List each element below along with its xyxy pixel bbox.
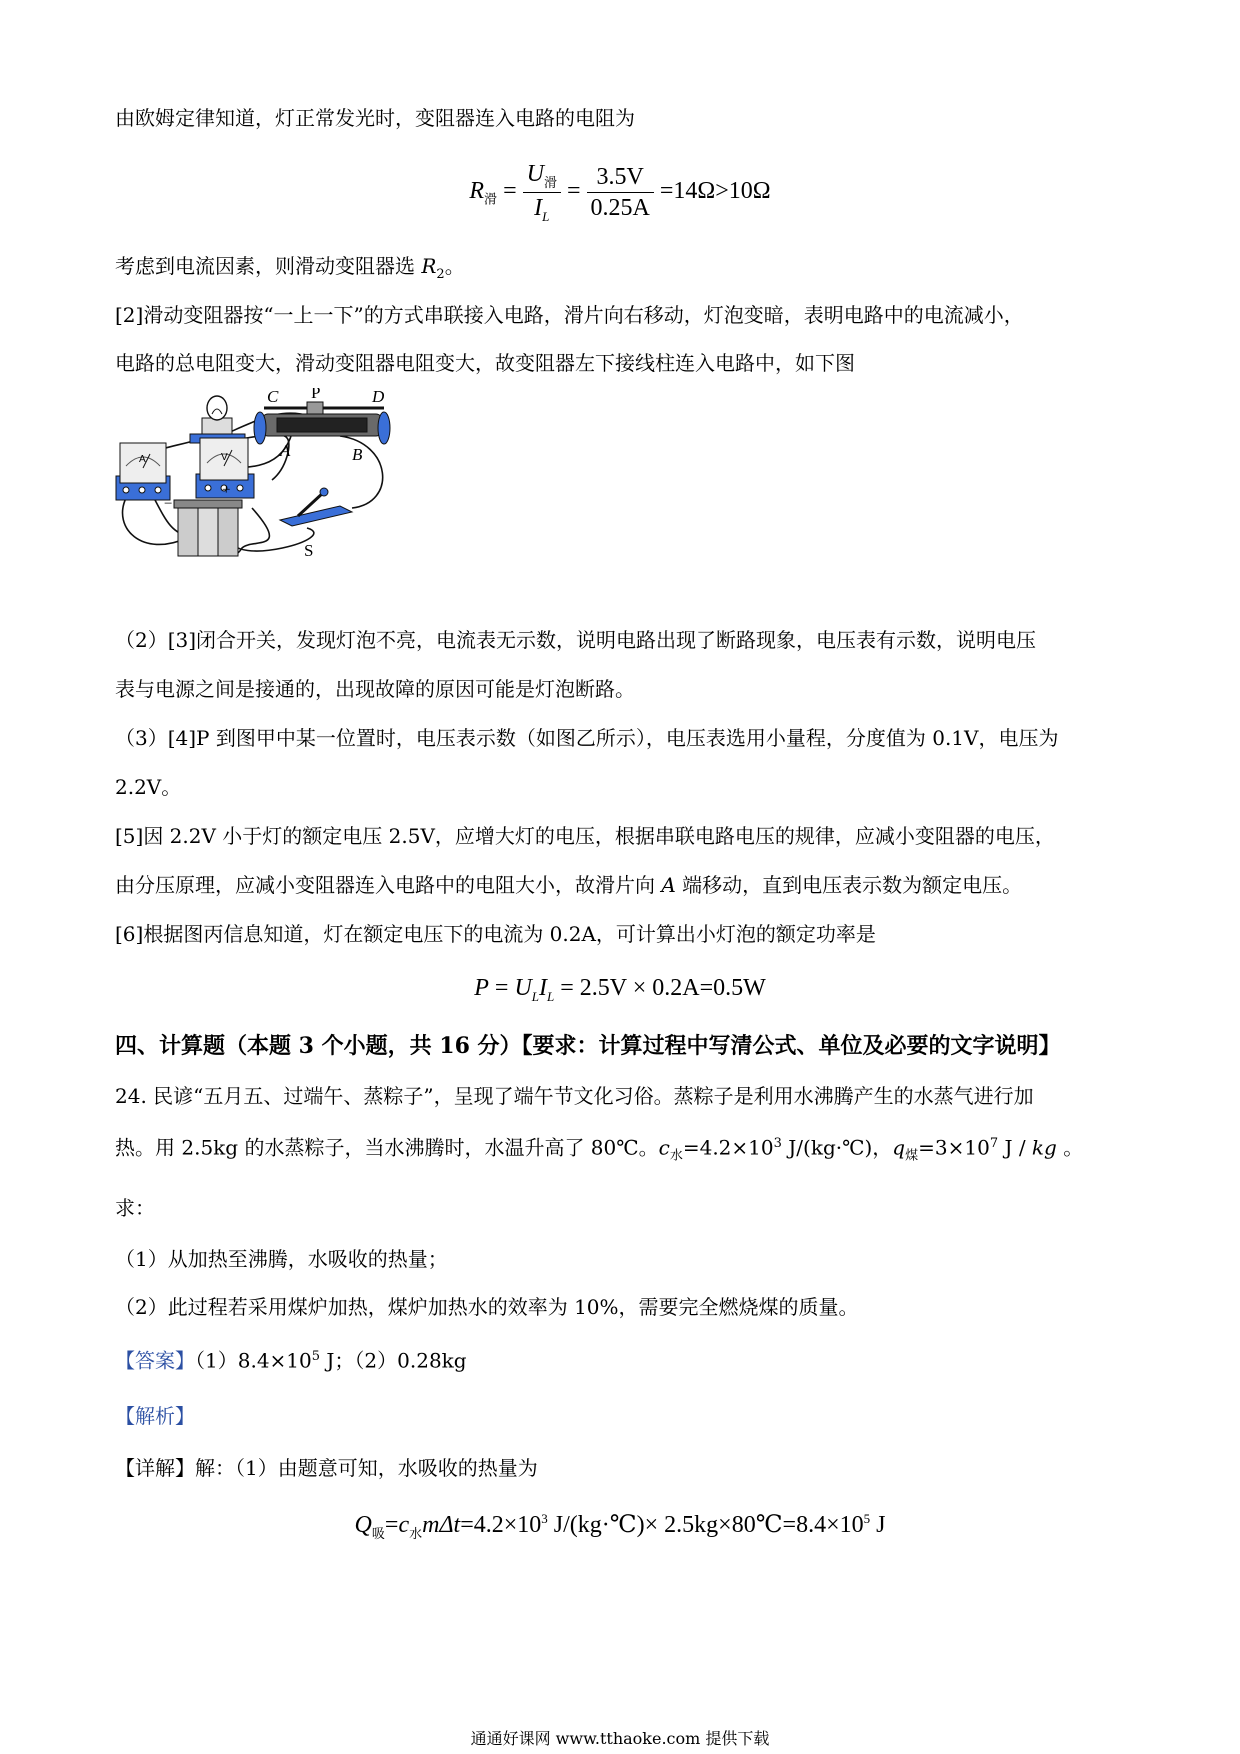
analysis-tag: 【解析】: [115, 1404, 195, 1428]
q24-q-sub: 煤: [905, 1148, 919, 1164]
q24-line1: 24. 民谚“五月五、过端午、蒸粽子”，呈现了端午节文化习俗。蒸粽子是利用水沸腾产生的水蒸气进行加: [115, 1084, 1034, 1108]
formula-heat: [0, 1512, 1240, 1540]
detail-text: 解：（1）由题意可知，水吸收的热量为: [195, 1456, 538, 1480]
formula-r-symbol: R: [469, 177, 485, 204]
answer-p1: （1）: [195, 1348, 238, 1373]
formula-q-eq: =: [384, 1512, 399, 1538]
para-choose-end: 。: [444, 254, 465, 278]
q24-q: q: [892, 1135, 906, 1160]
formula-i: I: [534, 194, 543, 221]
q24-ask: 求：: [115, 1196, 155, 1220]
formula-q-exp2: 5: [863, 1511, 871, 1526]
rheostat-icon: [254, 402, 390, 444]
answer-line: [115, 1350, 467, 1371]
para-choose-sub: 2: [436, 267, 445, 282]
bulb-icon: [190, 396, 245, 443]
para-choose: [115, 256, 465, 281]
para-5-line2-a: A: [661, 873, 676, 897]
rheostat-label-p: P: [311, 388, 321, 402]
rheostat-label-a: A: [280, 441, 291, 460]
formula-power: [0, 976, 1240, 1003]
formula-r-num: 3.5V: [587, 165, 654, 193]
para-2-line2: 电路的总电阻变大，滑动变阻器电阻变大，故变阻器左下接线柱连入电路中，如下图: [115, 351, 855, 375]
answer-v1-exp: 5: [311, 1349, 321, 1364]
para-5-line2-pre: 由分压原理，应减小变阻器连入电路中的电阻大小，故滑片向: [115, 873, 662, 897]
para-5-line2-post: 端移动，直到电压表示数为额定电压。: [675, 873, 1023, 897]
voltmeter-label: V: [221, 452, 228, 463]
formula-q-sub: 吸: [371, 1525, 385, 1541]
formula-p-rest: = 2.5V × 0.2A=0.5W: [554, 975, 766, 1001]
switch-label-s: S: [304, 541, 314, 560]
q24-c-unit: J/(kg·℃)，: [781, 1135, 893, 1160]
q24-c: c: [658, 1135, 670, 1160]
q24-q-end: 。: [1056, 1135, 1084, 1160]
formula-r-den: 0.25A: [590, 194, 650, 221]
page-footer[interactable]: 通通好课网 www.tthaoke.com 提供下载: [470, 1729, 770, 1748]
q24-q-unit: J /: [998, 1135, 1032, 1160]
formula-r-eq1: =: [503, 177, 517, 204]
section-heading: 四、计算题（本题 3 个小题，共 16 分）【要求：计算过程中写清公式、单位及必要的文字说明】: [115, 1033, 1061, 1059]
battery-plus: +: [222, 482, 231, 498]
answer-tag: 【答案】: [115, 1348, 195, 1373]
formula-q-c: c: [398, 1512, 410, 1538]
q24-c-sub: 水: [669, 1148, 683, 1164]
formula-q-unit: J/(kg·℃)× 2.5kg×80℃=8.4×10: [547, 1512, 864, 1538]
q24-part2: （2）此过程若采用煤炉加热，煤炉加热水的效率为 10%，需要完全燃烧煤的质量。: [115, 1295, 859, 1319]
formula-i-sub: L: [542, 208, 550, 224]
formula-u-sub: 滑: [543, 174, 557, 190]
para-5-line1: [5]因 2.2V 小于灯的额定电压 2.5V，应增大灯的电压，根据串联电路电压的规律，应减小变阻器的电压，: [115, 824, 1055, 848]
battery-icon: [174, 500, 242, 556]
formula-r-frac-values: [587, 165, 654, 220]
para-5-line2: [115, 875, 1022, 895]
q24-line2: [115, 1137, 1083, 1163]
answer-v1-unit: J: [320, 1348, 335, 1373]
para-2-line1: [2]滑动变阻器按“一上一下”的方式串联接入电路，滑片向右移动，灯泡变暗，表明电路中的电流减小，: [115, 303, 1024, 327]
formula-q-symbol: Q: [354, 1512, 372, 1538]
q24-c-val: =4.2×10: [682, 1135, 774, 1160]
para-choose-r: R: [421, 254, 437, 278]
answer-sep: ；（2）: [334, 1348, 398, 1373]
formula-p-symbol: P: [474, 975, 489, 1001]
para-4-line2: 2.2V。: [115, 775, 182, 799]
formula-r-result: =14Ω>10Ω: [659, 177, 771, 204]
formula-r-frac-ui: [523, 162, 561, 223]
formula-q-m: m: [422, 1512, 440, 1538]
battery-minus: −: [164, 496, 173, 512]
ammeter-icon: [116, 443, 170, 500]
q24-q-val: =3×10: [918, 1135, 990, 1160]
circuit-diagram: [112, 388, 442, 608]
detail-line: [115, 1458, 538, 1478]
para-6: [6]根据图丙信息知道，灯在额定电压下的电流为 0.2A，可计算出小灯泡的额定功率是: [115, 922, 876, 946]
q24-c-exp: 3: [773, 1136, 782, 1151]
formula-p-i-sub: L: [547, 988, 555, 1004]
q24-q-kg: kg: [1031, 1135, 1057, 1160]
switch-icon: [280, 488, 352, 526]
q24-q-exp: 7: [989, 1136, 999, 1151]
formula-p-eq: =: [488, 975, 515, 1001]
answer-v1: 8.4×10: [237, 1348, 312, 1373]
formula-p-i: I: [539, 975, 548, 1001]
formula-u: U: [526, 161, 544, 187]
formula-r-eq2: =: [566, 177, 581, 204]
detail-tag: 【详解】: [115, 1456, 195, 1480]
para-ohm-intro: 由欧姆定律知道，灯正常发光时，变阻器连入电路的电阻为: [115, 106, 635, 130]
para-3-line2: 表与电源之间是接通的，出现故障的原因可能是灯泡断路。: [115, 677, 635, 701]
formula-p-u-sub: L: [531, 988, 540, 1004]
formula-q-c-sub: 水: [409, 1525, 423, 1541]
ammeter-label: A: [139, 454, 146, 465]
formula-q-mid: =4.2×10: [460, 1512, 542, 1538]
para-3-line1: （2）[3]闭合开关，发现灯泡不亮，电流表无示数，说明电路出现了断路现象，电压表有示数，说明电压: [115, 628, 1037, 652]
formula-q-exp1: 3: [541, 1511, 548, 1526]
q24-part1: （1）从加热至沸腾，水吸收的热量；: [115, 1247, 448, 1271]
rheostat-label-c: C: [267, 388, 279, 406]
rheostat-label-b: B: [352, 445, 363, 464]
q24-line2-text: 热。用 2.5kg 的水蒸粽子，当水沸腾时，水温升高了 80℃。: [115, 1135, 659, 1160]
formula-q-dt: Δt: [439, 1512, 461, 1538]
formula-q-end: J: [870, 1512, 886, 1538]
para-4-line1: （3）[4]P 到图甲中某一位置时，电压表示数（如图乙所示），电压表选用小量程，分度值为 0.1V，电压为: [115, 726, 1059, 750]
para-choose-text: 考虑到电流因素，则滑动变阻器选: [115, 254, 422, 278]
formula-resistance: [0, 162, 1240, 223]
formula-p-u: U: [514, 975, 532, 1001]
rheostat-label-d: D: [372, 388, 385, 406]
formula-r-sub: 滑: [484, 191, 498, 207]
answer-v2: 0.28kg: [397, 1348, 467, 1373]
